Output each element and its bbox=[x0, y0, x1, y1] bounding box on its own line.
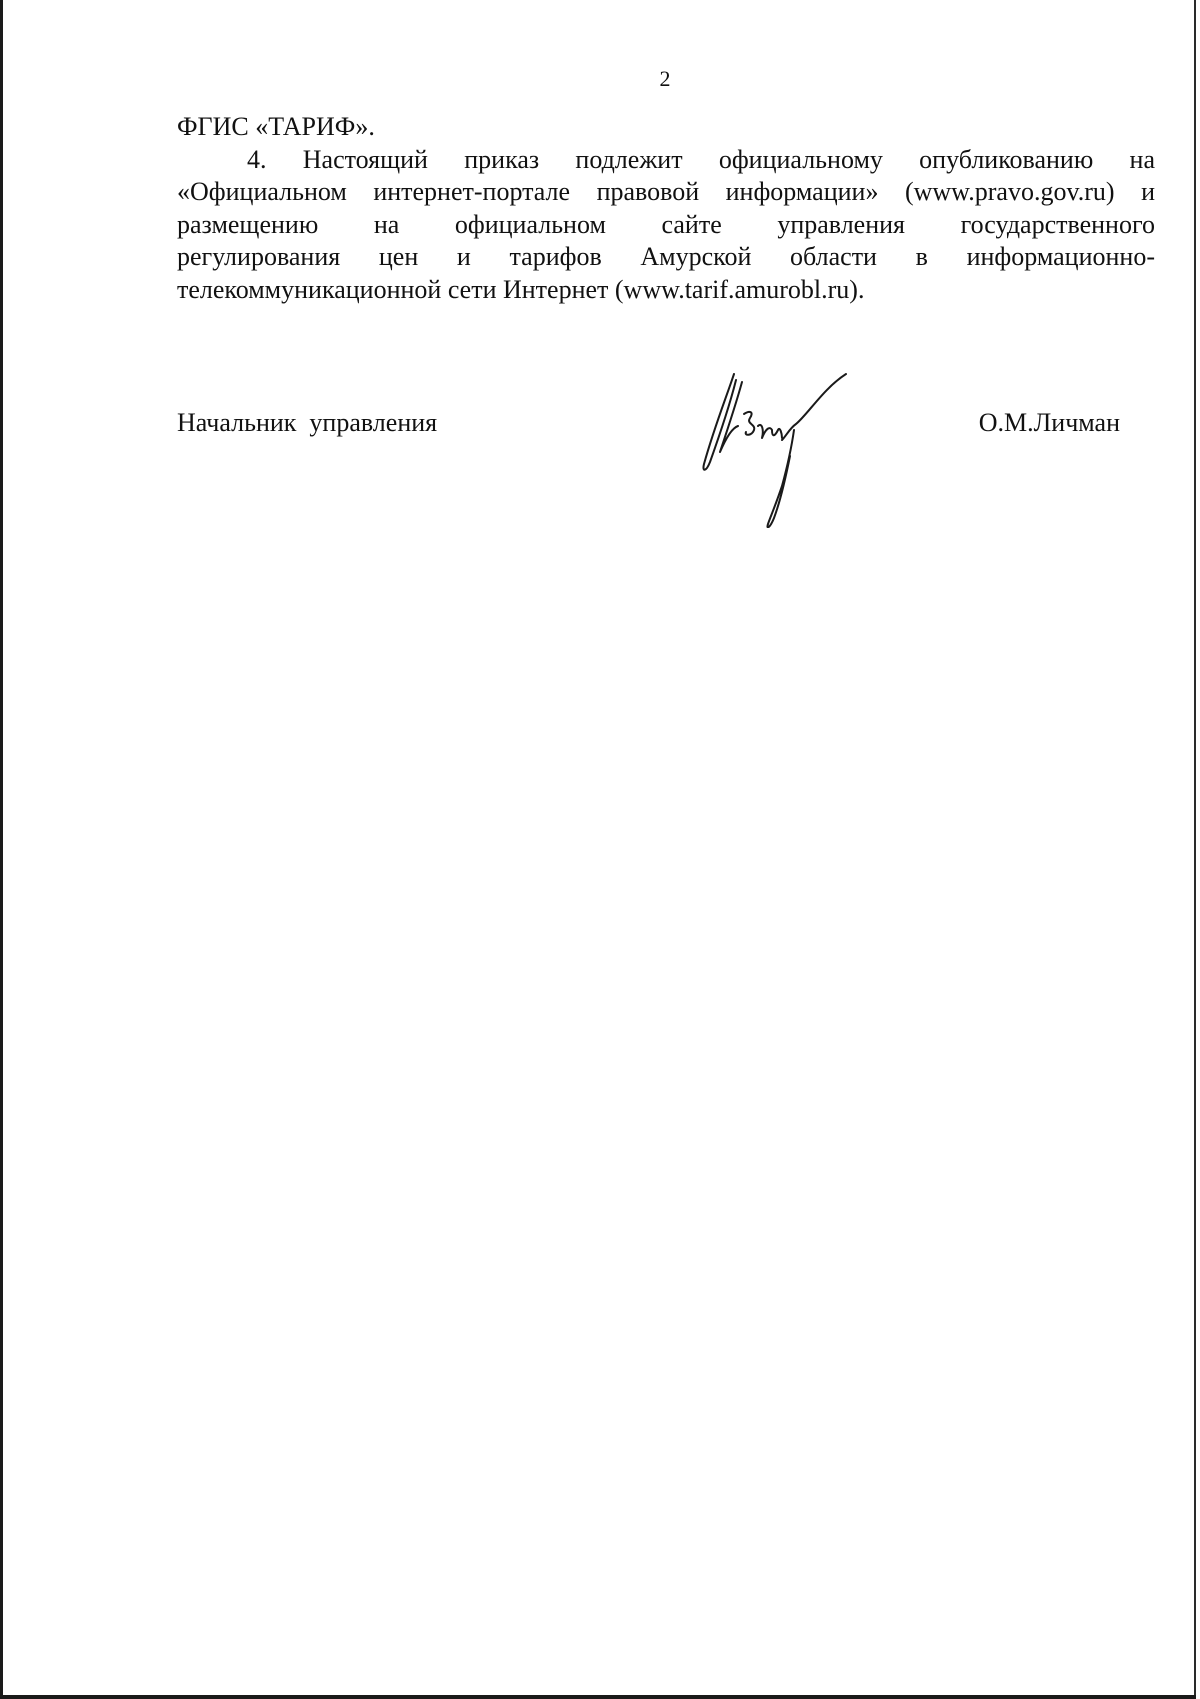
handwritten-signature-icon bbox=[696, 368, 876, 528]
signature-block bbox=[177, 405, 1120, 445]
scan-border-left bbox=[0, 0, 3, 1699]
scan-border-right bbox=[1194, 0, 1196, 1699]
scan-border-bottom bbox=[0, 1695, 1196, 1699]
paragraph-4-line-4: регулирования цен и тарифов Амурской области в информационно- bbox=[177, 242, 1155, 271]
page-number: 2 bbox=[659, 66, 671, 91]
paragraph-4-line-3: размещению на официальном сайте управления государственного bbox=[177, 209, 1155, 239]
paragraph-4-line-2: «Официальном интернет-портале правовой информации» (www.pravo.gov.ru) и bbox=[177, 177, 1155, 206]
body-line-continuation: ФГИС «ТАРИФ». bbox=[177, 112, 375, 141]
signatory-title: Начальник управления bbox=[177, 408, 438, 437]
document-body bbox=[177, 111, 1155, 306]
paragraph-4-line-5: телекоммуникационной сети Интернет (www.tarif.amurobl.ru). bbox=[177, 274, 865, 304]
signatory-name: О.М.Личман bbox=[978, 408, 1120, 437]
paragraph-4-line-1: 4. Настоящий приказ подлежит официальному опубликованию на bbox=[247, 144, 1155, 174]
